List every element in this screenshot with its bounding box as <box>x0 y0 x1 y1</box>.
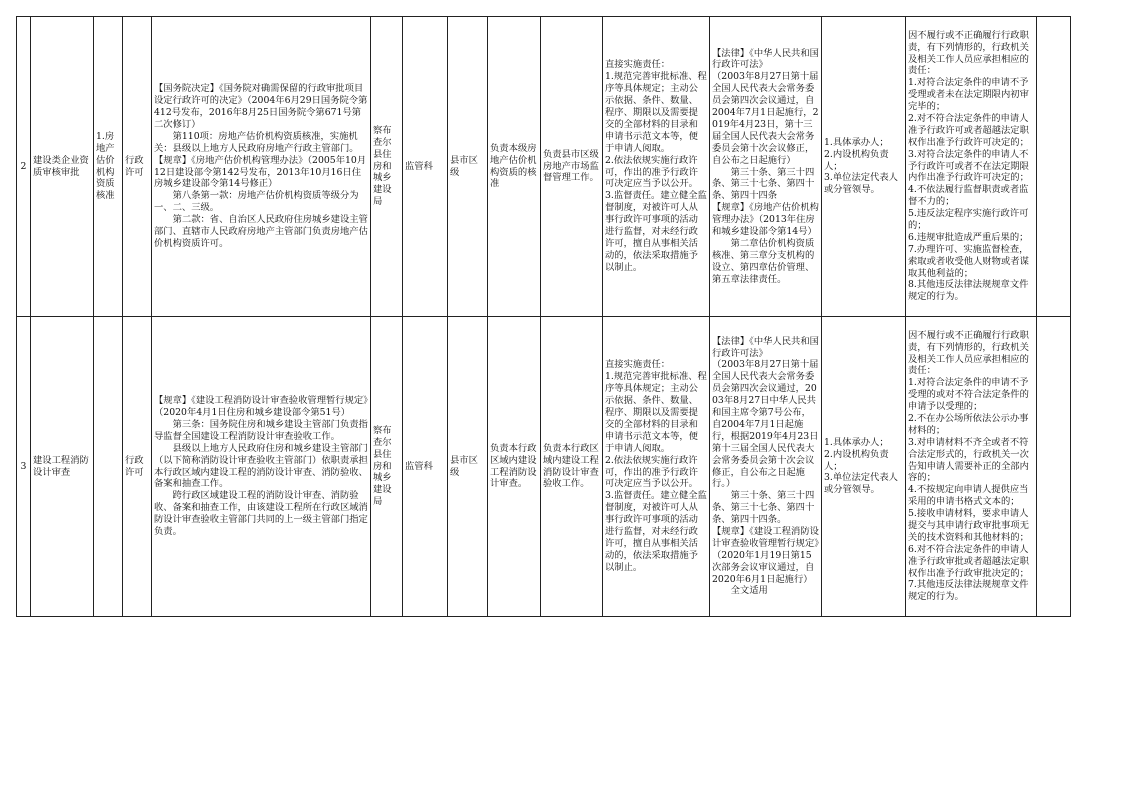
implementing-subject: 察布查尔县住房和城乡建设局 <box>371 17 403 317</box>
accountability-cases: 因不履行或不正确履行行政职责，有下列情形的，行政机关及相关工作人员应承担相应的责任： 1.对符合法定条件的申请不予受理的或对不符合法定条件的申请予以受理的； 2.不在办公场所依法公示办事材料的； 3.对申请材料不齐全或者不符合法定形式的，行政机关一次告知申请人需要补正的全部内容的； 4.不按规定向申请人提供应当采用的申请书格式文本的； 5.接收申请材料，要求申请人提交与其申请行政审批事项无关的技术资料和其他材料的； 6.对不符合法定条件的申请人准予行政审批或者超越法定职权作出准予行政审批决定的； 7.其他违反法律法规规章文件规定的行为。 <box>906 317 1037 617</box>
exercise-level: 县市区级 <box>448 17 488 317</box>
remarks <box>1037 317 1071 617</box>
duty-department: 负责县市区级房地产市场监督管理工作。 <box>541 17 603 317</box>
duty-basis: 【法律】《中华人民共和国行政许可法》 （2003年8月27日第十届全国人民代表大会常务委员会第四次会议通过，2003年8月27日中华人民共和国主席令第7号公布，自2004年7月1日起施行，根据2019年4月23日第十三届全国人民代表大会常务委员会第十次会议修正，自公布之日起施行。） 第三十条、第三十四条、第三十七条、第四十条、第四十四条。 【规章】《建设工程消防设计审查验收管理暂行规定》（2020年1月19日第15次部务会议审议通过，自2020年6月1日起施行） 全文适用 <box>710 317 822 617</box>
item-name: 建设工程消防设计审查 <box>31 317 94 617</box>
legal-basis: 【国务院决定】《国务院对确需保留的行政审批项目设定行政许可的决定》（2004年6月29日国务院令第412号发布，2016年8月25日国务院令第671号第二次修订） 第110项：房地产估价机构资质核准，实施机关：县级以上地方人民政府房地产行政主管部门。 【规章】《房地产估价机构管理办法》（2005年10月12日建设部令第142号发布，2013年10月16日住房城乡建设部令第14号修正） 第八条第一款：房地产估价机构资质等级分为一、二、三级。 第二款：省、自治区人民政府住房城乡建设主管部门、直辖市人民政府房地产主管部门负责房地产估价机构资质许可。 <box>152 17 371 317</box>
duty-department: 负责本行政区域内建设工程消防设计审查验收工作。 <box>541 317 603 617</box>
sub-item-name: 1.房地产估价机构资质核准 <box>94 17 123 317</box>
accountable-party: 1.具体承办人； 2.内设机构负责人； 3.单位法定代表人或分管领导。 <box>822 17 906 317</box>
duty-list-table <box>16 16 1071 617</box>
row-number: 3 <box>17 317 31 617</box>
responsibility: 直接实施责任： 1.规范完善审批标准、程序等具体规定；主动公示依据、条件、数量、程序、期限以及需要提交的全部材料的目录和申请书示范文本等，便于申请人阅取。 2.依法依规实施行政许可，作出的准予行政许可决定应当予以公开。 3.监督责任。建立健全监督制度，对被许可人从事行政许可事项的活动进行监督，对未经行政许可，擅自从事相关活动的，依法采取措施予以制止。 <box>603 17 710 317</box>
exercise-level: 县市区级 <box>448 317 488 617</box>
row-number: 2 <box>17 17 31 317</box>
sub-item-name <box>94 317 123 617</box>
undertaking-unit: 监管科 <box>403 17 448 317</box>
responsibility: 直接实施责任： 1.规范完善审批标准、程序等具体规定；主动公示依据、条件、数量、程序、期限以及需要提交的全部材料的目录和申请书示范文本等，便于申请人阅取。 2.依法依规实施行政许可，作出的准予行政许可决定应当予以公开。 3.监督责任。建立健全监督制度，对被许可人从事行政许可事项的活动进行监督，对未经行政许可，擅自从事相关活动的，依法采取措施予以制止。 <box>603 317 710 617</box>
table-row <box>17 17 1071 317</box>
category: 行政许可 <box>123 317 152 617</box>
accountable-party: 1.具体承办人； 2.内设机构负责人； 3.单位法定代表人或分管领导。 <box>822 317 906 617</box>
exercise-scope: 负责本行政区域内建设工程消防设计审查。 <box>488 317 541 617</box>
category: 行政许可 <box>123 17 152 317</box>
item-name: 建设类企业资质审核审批 <box>31 17 94 317</box>
remarks <box>1037 17 1071 317</box>
legal-basis: 【规章】《建设工程消防设计审查验收管理暂行规定》（2020年4月1日住房和城乡建设部令第51号） 第三条：国务院住房和城乡建设主管部门负责指导监督全国建设工程消防设计审查验收工作。 县级以上地方人民政府住房和城乡建设主管部门（以下简称消防设计审查验收主管部门）依职责承担本行政区域内建设工程的消防设计审查、消防验收、备案和抽查工作。 跨行政区域建设工程的消防设计审查、消防验收、备案和抽查工作，由该建设工程所在行政区域消防设计审查验收主管部门共同的上一级主管部门指定负责。 <box>152 317 371 617</box>
undertaking-unit: 监管科 <box>403 317 448 617</box>
implementing-subject: 察布查尔县住房和城乡建设局 <box>371 317 403 617</box>
accountability-cases: 因不履行或不正确履行行政职责，有下列情形的，行政机关及相关工作人员应承担相应的责任： 1.对符合法定条件的申请不予受理或者未在法定期限内初审完毕的； 2.对不符合法定条件的申请人准予行政许可或者超越法定职权作出准予行政许可决定的； 3.对符合法定条件的申请人不予行政许可或者不在法定期限内作出准予行政许可决定的； 4.不依法履行监督职责或者监督不力的； 5.违反法定程序实施行政许可的； 6.违规审批造成严重后果的； 7.办理许可、实施监督检查，索取或者收受他人财物或者谋取其他利益的； 8.其他违反法律法规规章文件规定的行为。 <box>906 17 1037 317</box>
exercise-scope: 负责本级房地产估价机构资质的核准 <box>488 17 541 317</box>
table-row <box>17 317 1071 617</box>
duty-basis: 【法律】《中华人民共和国行政许可法》 （2003年8月27日第十届全国人民代表大会常务委员会第四次会议通过，自2004年7月1日起施行，2019年4月23日，第十三届全国人民代表大会常务委员会第十次会议修正，自公布之日起施行） 第三十条、第三十四条、第三十七条、第四十条、第四十四条 【规章】《房地产估价机构管理办法》（2013年住房和城乡建设部令第14号） 第二章估价机构资质核准、第三章分支机构的设立、第四章估价管理、第五章法律责任。 <box>710 17 822 317</box>
